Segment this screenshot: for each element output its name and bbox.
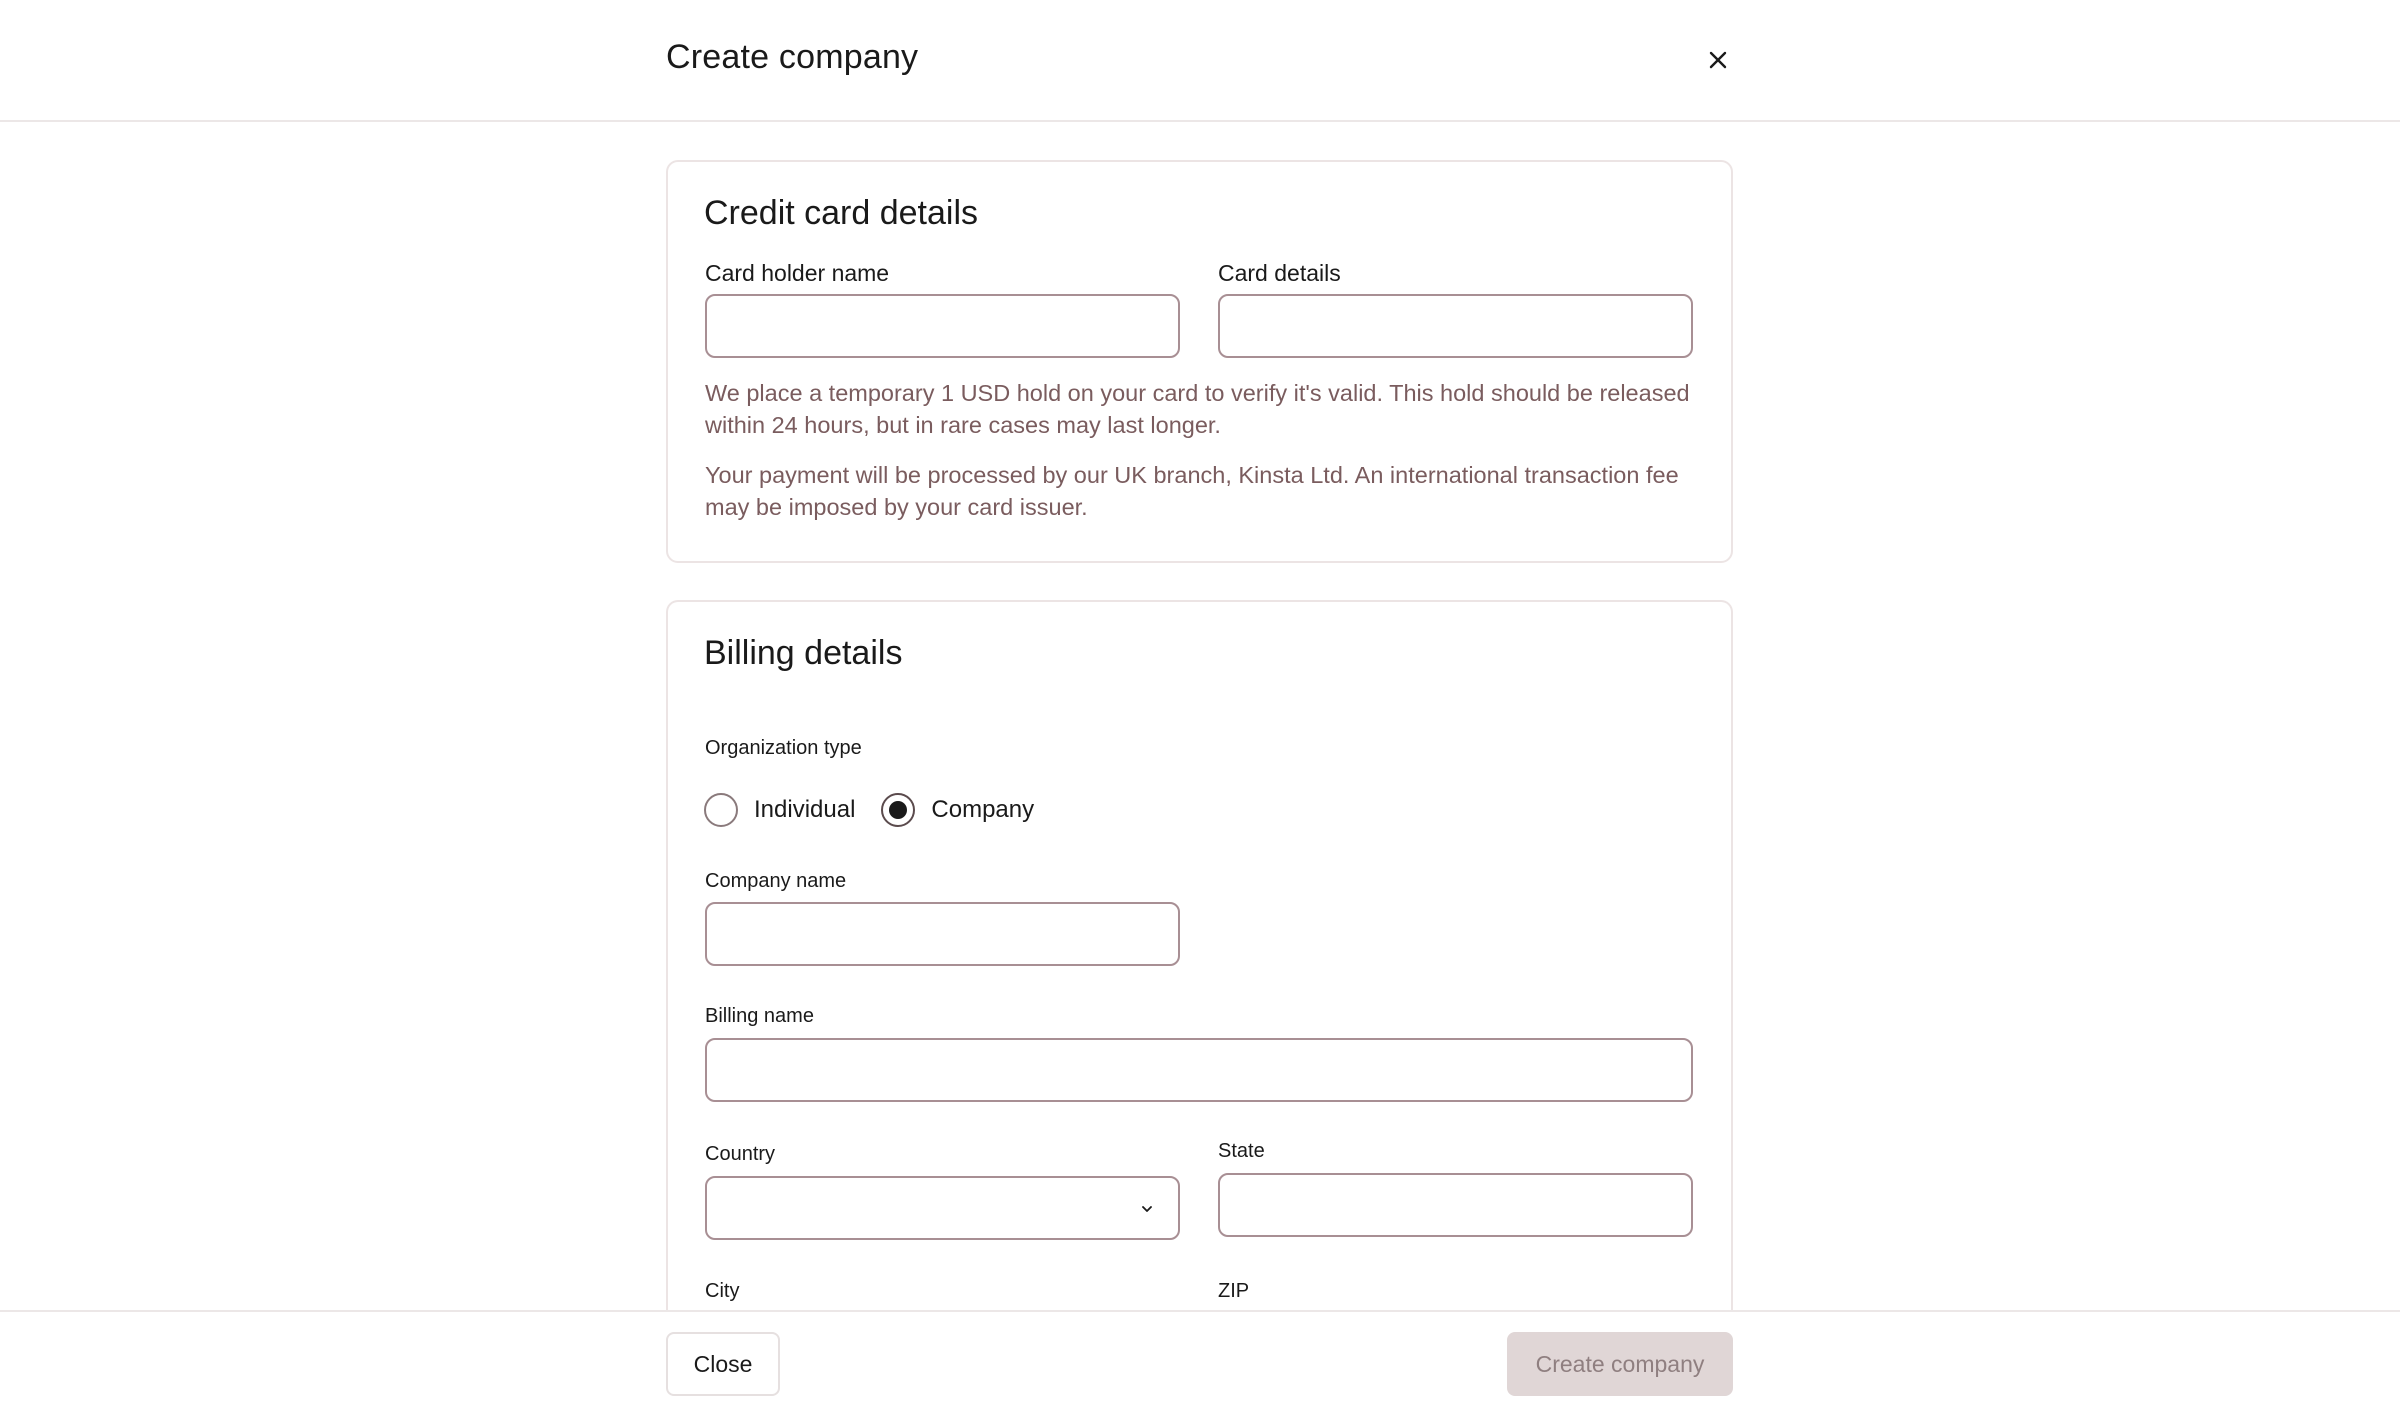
chevron-down-icon xyxy=(1138,1200,1156,1218)
billing-name-input[interactable] xyxy=(705,1038,1693,1102)
card-details-label: Card details xyxy=(1218,260,1341,286)
card-holder-input[interactable] xyxy=(705,294,1180,358)
credit-card-title: Credit card details xyxy=(704,194,979,232)
close-button[interactable]: Close xyxy=(666,1332,780,1396)
city-label: City xyxy=(705,1280,740,1302)
page-title: Create company xyxy=(666,38,919,76)
state-label: State xyxy=(1218,1140,1265,1162)
create-company-button[interactable]: Create company xyxy=(1507,1332,1733,1396)
country-label: Country xyxy=(705,1143,776,1165)
company-radio[interactable] xyxy=(881,793,915,827)
card-details-input[interactable] xyxy=(1218,294,1693,358)
card-holder-label: Card holder name xyxy=(705,260,890,286)
billing-title: Billing details xyxy=(704,634,903,672)
individual-radio[interactable] xyxy=(704,793,738,827)
company-name-input[interactable] xyxy=(705,902,1180,966)
modal-header xyxy=(0,0,2400,122)
organization-type-radio-group xyxy=(704,792,1060,828)
close-icon[interactable] xyxy=(1700,42,1736,78)
company-radio-label[interactable]: Company xyxy=(931,796,1035,823)
payment-processing-note: Your payment will be processed by our UK branch, Kinsta Ltd. An international transaction fee may be imposed by your card issuer. xyxy=(705,462,1679,520)
radio-selected-dot xyxy=(889,801,907,819)
state-input[interactable] xyxy=(1218,1173,1693,1237)
modal-footer xyxy=(0,1310,2400,1412)
card-hold-note: We place a temporary 1 USD hold on your card to verify it's valid. This hold should be released within 24 hours, but in rare cases may last longer. xyxy=(705,380,1690,438)
billing-name-label: Billing name xyxy=(705,1005,814,1027)
company-name-label: Company name xyxy=(705,870,847,892)
zip-label: ZIP xyxy=(1218,1280,1250,1302)
organization-type-label: Organization type xyxy=(705,737,862,759)
country-select[interactable] xyxy=(705,1176,1180,1240)
individual-radio-label[interactable]: Individual xyxy=(754,796,856,823)
